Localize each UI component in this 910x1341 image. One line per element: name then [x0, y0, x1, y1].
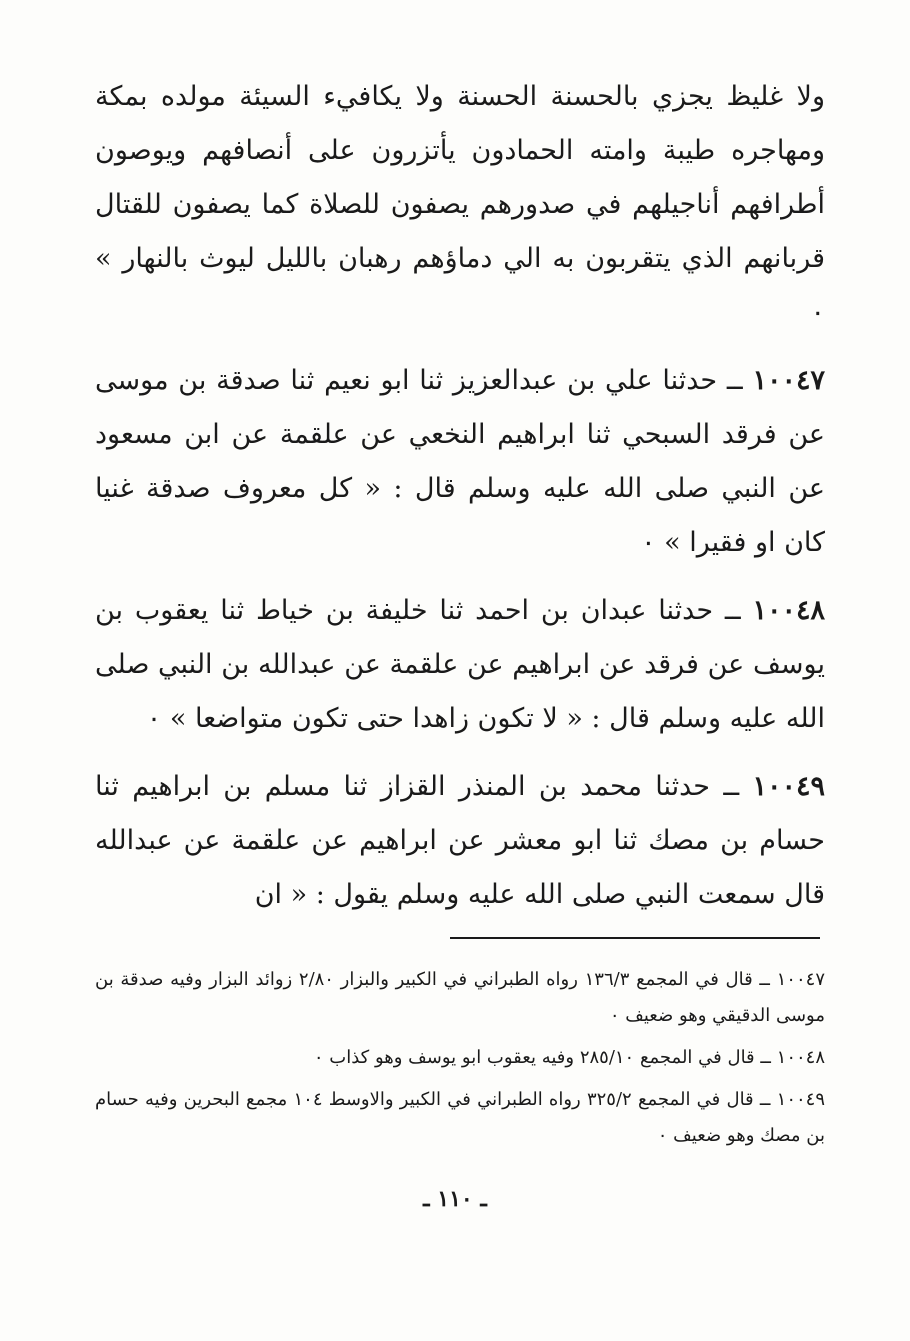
hadith-number: ١٠٠٤٩ — [752, 771, 825, 802]
hadith-text: ــ حدثنا محمد بن المنذر القزاز ثنا مسلم بن ابراهيم ثنا حسام بن مصك ثنا ابو معشر عن ابراهيم عن علقمة عن عبدالله قال سمعت النبي صلى الله عليه وسلم يقول : « ان — [95, 771, 825, 910]
footnote-10048: ١٠٠٤٨ ــ قال في المجمع ٢٨٥/١٠ وفيه يعقوب ابو يوسف وهو كذاب ٠ — [313, 1047, 825, 1068]
footnotes — [95, 962, 825, 1160]
footnote-divider — [450, 937, 820, 939]
main-text — [95, 70, 825, 922]
footnote-10047: ١٠٠٤٧ ــ قال في المجمع ١٣٦/٣ رواه الطبراني في الكبير والبزار ٢/٨٠ زوائد البزار وفيه صدقة بن موسى الدقيقي وهو ضعيف ٠ — [95, 969, 825, 1026]
page-number: ـ ١١٠ ـ — [423, 1186, 487, 1212]
hadith-number: ١٠٠٤٨ — [752, 595, 825, 626]
hadith-text: ــ حدثنا عبدان بن احمد ثنا خليفة بن خياط ثنا يعقوب بن يوسف عن فرقد عن ابراهيم عن علقمة عن عبدالله بن النبي صلى الله عليه وسلم قال : « لا تكون زاهدا حتى تكون متواضعا » ٠ — [95, 595, 825, 734]
hadith-10049 — [95, 760, 825, 922]
paragraph-continuation — [95, 70, 825, 340]
hadith-text: ــ حدثنا علي بن عبدالعزيز ثنا ابو نعيم ثنا صدقة بن موسى عن فرقد السبحي ثنا ابراهيم النخعي عن علقمة عن ابن مسعود عن النبي صلى الله عليه وسلم قال : « كل معروف صدقة غنيا كان او فقيرا » ٠ — [95, 365, 825, 558]
footnote-10049: ١٠٠٤٩ ــ قال في المجمع ٣٢٥/٢ رواه الطبراني في الكبير والاوسط ١٠٤ مجمع البحرين وفيه حسام بن مصك وهو ضعيف ٠ — [95, 1089, 825, 1146]
hadith-number: ١٠٠٤٧ — [752, 365, 825, 396]
paragraph-text: ولا غليظ يجزي بالحسنة الحسنة ولا يكافيء السيئة مولده بمكة ومهاجره طيبة وامته الحمادون يأتزرون على أنصافهم ويوصون أطرافهم أناجيلهم في صدورهم يصفون للصلاة كما يصفون للقتال قربانهم الذي يتقربون به الي دماؤهم رهبان بالليل ليوث بالنهار » ٠ — [95, 81, 825, 328]
hadith-10047 — [95, 354, 825, 570]
hadith-10048 — [95, 584, 825, 746]
